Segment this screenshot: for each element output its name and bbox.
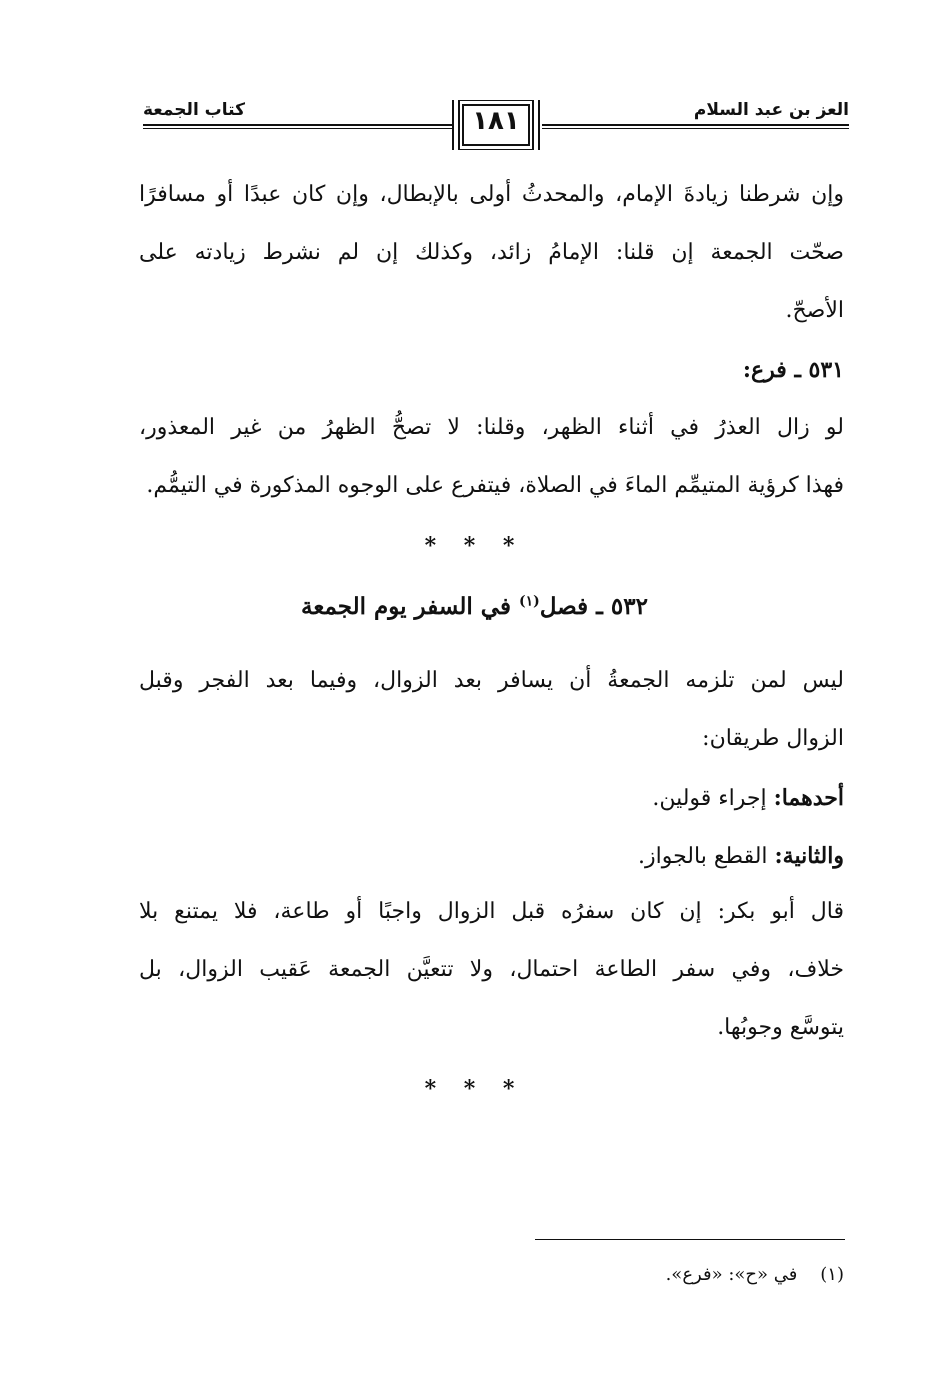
paragraph-line: قال أبو بكر: إن كان سفرُه قبل الزوال واجبًا أو طاعة، فلا يمتنع بلا	[139, 899, 844, 924]
footnote-rule	[535, 1239, 845, 1240]
footnote	[666, 1264, 844, 1285]
paragraph-line: فهذا كرؤية المتيمِّم الماءَ في الصلاة، فيتفرع على الوجوه المذكورة في التيمُّم.	[146, 473, 844, 498]
section-separator: * * *	[424, 1076, 525, 1102]
running-header-section: كتاب الجمعة	[143, 100, 245, 120]
footnote-text: في «ح»: «فرع».	[665, 1264, 798, 1285]
first-way	[139, 783, 844, 814]
paragraph-line: الزوال طريقان:	[702, 726, 844, 751]
section-heading	[0, 593, 949, 620]
paragraph-line: ليس لمن تلزمه الجمعةُ أن يسافر بعد الزوال، وفيما بعد الفجر وقبل	[139, 668, 844, 693]
section-heading-title: في السفر يوم الجمعة	[301, 593, 511, 620]
paragraph-line: خلاف، وفي سفر الطاعة احتمال، ولا تتعيَّن الجمعة عَقيب الزوال، بل	[139, 957, 844, 982]
first-way-label: أحدهما:	[773, 785, 844, 811]
running-header-author: العز بن عبد السلام	[693, 100, 849, 120]
section-heading-number: ٥٣٢ ـ فصل	[539, 593, 648, 620]
paragraph-line: وإن شرطنا زيادةَ الإمام، والمحدثُ أولى بالإبطال، وإن كان عبدًا أو مسافرًا	[139, 182, 844, 207]
first-way-text: إجراء قولين.	[652, 786, 767, 811]
paragraph-line: صحّت الجمعة إن قلنا: الإمامُ زائد، وكذلك إن لم نشرط زيادته على	[139, 240, 844, 265]
footnote-number: (١)	[820, 1264, 844, 1285]
footnote-reference: (١)	[518, 593, 540, 610]
paragraph-line: الأصحّ.	[785, 298, 844, 323]
second-way	[139, 841, 844, 872]
paragraph-line: لو زال العذرُ في أثناء الظهر، وقلنا: لا تصحُّ الظهرُ من غير المعذور،	[139, 415, 844, 440]
paragraph-line: يتوسَّع وجوبُها.	[717, 1015, 844, 1040]
section-separator: * * *	[424, 533, 525, 559]
page-number: ١٨١	[472, 106, 520, 136]
second-way-label: والثانية:	[774, 843, 844, 869]
branch-heading: ٥٣١ ـ فرع:	[742, 357, 844, 383]
second-way-text: القطع بالجواز.	[638, 844, 768, 869]
